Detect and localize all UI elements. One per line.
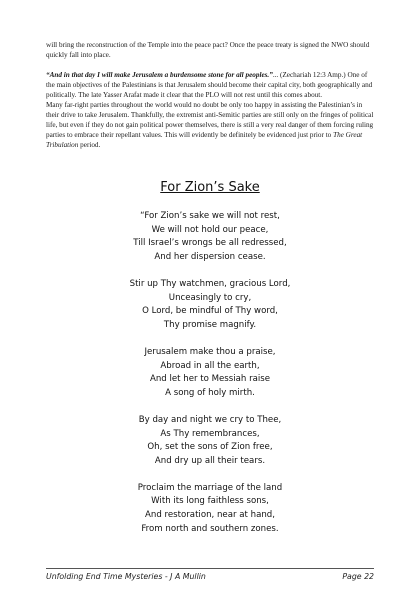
tribulation-title: The Great Tribulation (46, 131, 363, 149)
poem-line: And let her to Messiah raise (149, 374, 271, 385)
poem-line: And dry up all their tears. (154, 455, 266, 466)
poem-stanza (0, 346, 420, 400)
poem-title: For Zion’s Sake (160, 180, 260, 195)
poem-line: A song of holy mirth. (165, 387, 255, 398)
poem-line: Jerusalem make thou a praise, (144, 346, 276, 357)
poem-stanza (0, 278, 420, 332)
poem-line: Proclaim the marriage of the land (137, 482, 283, 493)
poem-line: From north and southern zones. (141, 523, 279, 534)
poem-line: By day and night we cry to Thee, (138, 414, 282, 425)
poem-line: Till Israel’s wrongs be all redressed, (133, 238, 287, 249)
poem-line: Oh, set the sons of Zion free, (147, 442, 273, 453)
poem-line: And restoration, near at hand, (145, 510, 275, 521)
poem-line: O Lord, be mindful of Thy word, (142, 306, 278, 317)
poem-stanza (0, 210, 420, 264)
poem-line: Stir up Thy watchmen, gracious Lord, (129, 278, 291, 289)
paragraph-far-right-end: period. (80, 141, 101, 149)
poem-line: As Thy remembrances, (160, 428, 260, 439)
footer-book-title: Unfolding End Time Mysteries - J A Mullin (46, 572, 206, 581)
poem-line: Unceasingly to cry, (168, 292, 252, 303)
poem-stanza (0, 482, 420, 536)
poem-line: And her dispersion cease. (154, 251, 266, 262)
paragraph-zechariah (46, 70, 376, 100)
poem-stanza (0, 414, 420, 468)
footer-divider (46, 568, 374, 569)
poem-line: We will not hold our peace, (151, 224, 269, 235)
poem-line: Thy promise magnify. (163, 319, 257, 330)
paragraph-intro: will bring the reconstruction of the Temple into the peace pact? Once the peace treaty is signed the NWO should quickly fall into place. (46, 41, 370, 59)
body-text (46, 40, 376, 150)
paragraph-far-right-text: Many far-right parties throughout the world would no doubt be only too happy in assisting the Palestinian’s in their drive to take Jerusalem. Thankfully, the extremist anti-Semitic parties are still only on the fringes of political life, but even if they do not gain political power themselves, there is still a very real danger of them forcing ruling parties to embrace their repellant values. This will evidently be definitely be evidenced just prior to (46, 101, 374, 139)
footer-page-number: Page 22 (342, 572, 374, 581)
poem-line: Abroad in all the earth, (160, 360, 260, 371)
scripture-quote: “And in that day I will make Jerusalem a burdensome stone for all peoples.” (46, 71, 273, 79)
poem-line: With its long faithless sons, (151, 496, 269, 507)
poem-line: “For Zion’s sake we will not rest, (140, 211, 280, 221)
poem (0, 210, 420, 550)
paragraph-zechariah-text: ... (Zechariah 12:3 Amp.) One of the main objectives of the Palestinians is that Jerusalem should become their capital city, both geographically and politically. The late Yasser Arafat made it clear that the PLO will not rest until this comes about. (46, 71, 373, 99)
paragraph-far-right (46, 100, 376, 150)
